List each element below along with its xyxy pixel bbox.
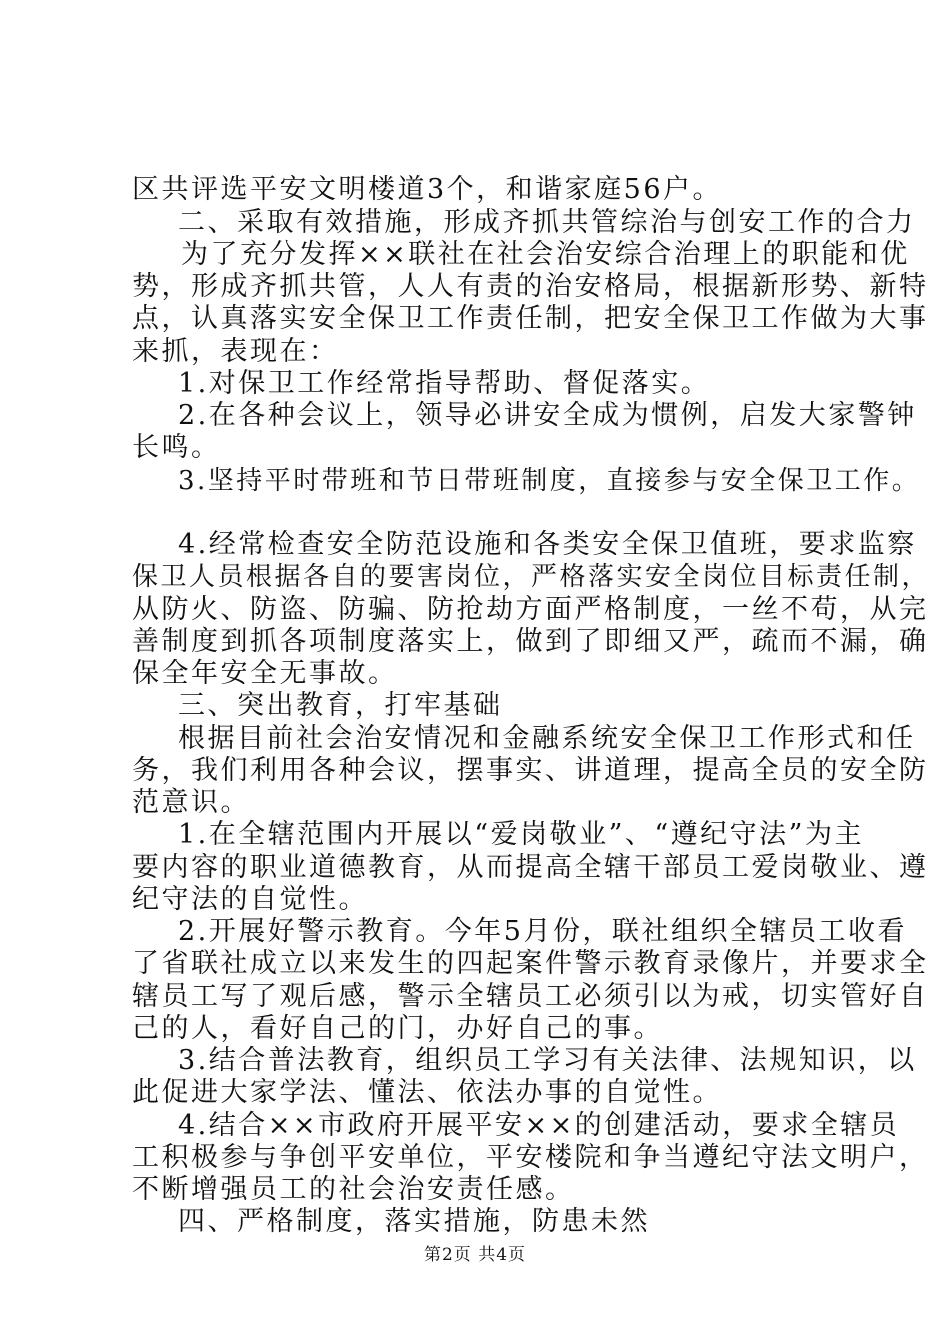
text-line: 2.在各种会议上，领导必讲安全成为惯例，启发大家警钟 <box>178 400 917 431</box>
text-line: 2.开展好警示教育。今年5月份，联社组织全辖员工收看 <box>178 916 907 947</box>
text-line: 势，形成齐抓共管，人人有责的治安格局，根据新形势、新特 <box>132 271 929 302</box>
text-line: 从防火、防盗、防骗、防抢劫方面严格制度，一丝不苟，从完 <box>132 594 929 625</box>
text-line: 来抓，表现在： <box>132 336 339 367</box>
text-line: 此促进大家学法、懂法、依法办事的自觉性。 <box>132 1077 722 1108</box>
text-line: 工积极参与争创平安单位，平安楼院和争当遵纪守法文明户， <box>132 1142 929 1173</box>
section-heading: 二、采取有效措施，形成齐抓共管综治与创安工作的合力 <box>178 207 916 238</box>
text-line: 纪守法的自觉性。 <box>132 884 368 915</box>
page-footer: 第2页 共4页 <box>423 1245 527 1265</box>
text-line: 要内容的职业道德教育，从而提高全辖干部员工爱岗敬业、遵 <box>132 852 929 883</box>
text-line: 3.坚持平时带班和节日带班制度，直接参与安全保卫工作。 <box>178 466 921 496</box>
text-line: 务，我们利用各种会议，摆事实、讲道理，提高全员的安全防 <box>132 755 929 786</box>
text-line: 保卫人员根据各自的要害岗位，严格落实安全岗位目标责任制， <box>132 562 931 592</box>
text-line: 1.在全辖范围内开展以“爱岗敬业”、“遵纪守法”为主 <box>178 819 864 850</box>
text-line: 4.结合××市政府开展平安××的创建活动，要求全辖员 <box>178 1110 900 1141</box>
text-line: 4.经常检查安全防范设施和各类安全保卫值班，要求监察 <box>178 529 917 560</box>
text-line: 己的人，看好自己的门，办好自己的事。 <box>132 1013 663 1044</box>
text-line: 为了充分发挥××联社在社会治安综合治理上的职能和优 <box>181 239 910 270</box>
text-line: 善制度到抓各项制度落实上，做到了即细又严，疏而不漏，确 <box>132 626 929 657</box>
text-line: 点，认真落实安全保卫工作责任制，把安全保卫工作做为大事 <box>132 303 929 334</box>
text-line: 区共评选平安文明楼道3个，和谐家庭56户。 <box>132 174 723 205</box>
text-line: 了省联社成立以来发生的四起案件警示教育录像片，并要求全 <box>132 948 929 979</box>
text-line: 范意识。 <box>132 787 250 818</box>
text-line: 辖员工写了观后感，警示全辖员工必须引以为戒，切实管好自 <box>132 981 929 1012</box>
text-line: 3.结合普法教育，组织员工学习有关法律、法规知识，以 <box>178 1045 917 1076</box>
text-line: 长鸣。 <box>132 432 221 463</box>
section-heading: 四、严格制度，落实措施，防患未然 <box>178 1206 650 1237</box>
text-line: 保全年安全无事故。 <box>132 658 398 689</box>
text-line: 不断增强员工的社会治安责任感。 <box>132 1174 575 1205</box>
text-line: 1.对保卫工作经常指导帮助、督促落实。 <box>178 368 711 399</box>
section-heading: 三、突出教育，打牢基础 <box>178 690 503 721</box>
text-line: 根据目前社会治安情况和金融系统安全保卫工作形式和任 <box>178 723 916 754</box>
